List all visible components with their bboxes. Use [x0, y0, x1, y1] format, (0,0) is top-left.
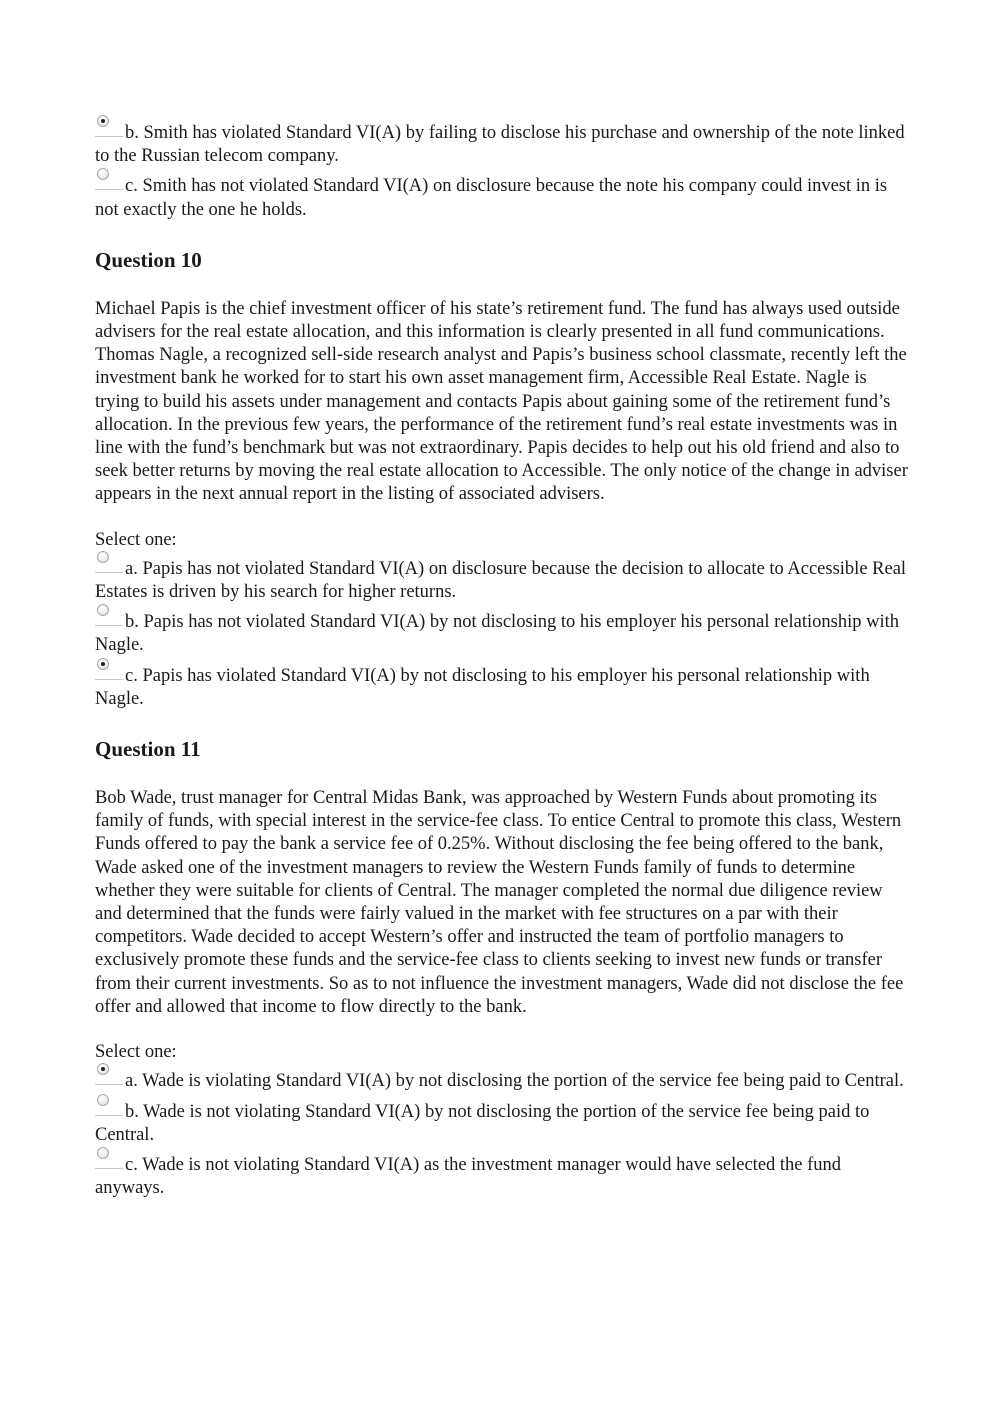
radio-button-checked[interactable] [97, 658, 109, 670]
option-label: c. Papis has violated Standard VI(A) by not disclosing to his employer his personal relationship with Nagle. [95, 665, 870, 709]
quiz-page [95, 122, 910, 1207]
option-label: c. Wade is not violating Standard VI(A) as the investment manager would have selected the fund anyways. [95, 1154, 842, 1199]
radio-button[interactable] [97, 168, 109, 180]
question-heading: Question 10 [95, 247, 202, 272]
question-text: Bob Wade, trust manager for Central Midas Bank, was approached by Western Funds about promoting its family of funds, with special interest in the service-fee class. To entice Central to promote this class, Western Funds offered to pay the bank a service fee of 0.25%. Without disclosing the fee being offered to the bank, Wade asked one of the investment managers to review the Western Funds family of funds to determine whether they were suitable for clients of Central. The manager completed the normal due diligence review and determined that the funds were fairly valued in the market with fee structures on a par with their competitors. Wade decided to accept Western’s offer and instructed the team of portfolio managers to exclusively promote these funds and the service-fee class to clients seeking to invest new funds or transfer from their current investments. So as to not influence the investment managers, Wade did not disclose the fee offer and allowed that income to flow directly to the bank. [95, 788, 904, 1017]
radio-button-checked[interactable] [97, 1063, 109, 1075]
radio-button[interactable] [97, 1147, 109, 1159]
question-11-option-b[interactable] [95, 1101, 910, 1147]
option-label: a. Papis has not violated Standard VI(A) on disclosure because the decision to allocate to Accessible Real Estates is driven by his search for higher returns. [95, 558, 907, 603]
option-label: b. Wade is not violating Standard VI(A) by not disclosing the portion of the service fee being paid to Central. [95, 1101, 870, 1145]
option-label: c. Smith has not violated Standard VI(A) on disclosure because the note his company could invest in is not exactly the one he holds. [95, 176, 888, 220]
question-10-option-a[interactable] [95, 558, 910, 604]
question-10-option-c[interactable] [95, 665, 910, 711]
question-11 [95, 737, 910, 1200]
question-11-option-a[interactable] [95, 1070, 910, 1093]
radio-button[interactable] [97, 1094, 109, 1106]
radio-button-checked[interactable] [97, 115, 109, 127]
question-heading: Question 11 [95, 737, 201, 762]
question-11-option-c[interactable] [95, 1154, 910, 1200]
radio-button[interactable] [97, 551, 109, 563]
option-label: b. Papis has not violated Standard VI(A) by not disclosing to his employer his personal relationship with Nagle. [95, 612, 899, 656]
option-label: b. Smith has violated Standard VI(A) by failing to disclose his purchase and ownership of the note linked to the Russian telecom company. [95, 123, 905, 167]
select-one-label: Select one: [95, 1042, 177, 1063]
question-10-option-b[interactable] [95, 611, 910, 657]
option-label: a. Wade is violating Standard VI(A) by not disclosing the portion of the service fee being paid to Central. [125, 1071, 904, 1092]
question-text: Michael Papis is the chief investment officer of his state’s retirement fund. The fund has always used outside advisers for the real estate allocation, and this information is clearly presented in all fund communications. Thomas Nagle, a recognized sell-side research analyst and Papis’s business school classmate, recently left the investment bank he worked for to start his own asset management firm, Accessible Real Estate. Nagle is trying to build his assets under management and contacts Papis about gaining some of the retirement fund’s allocation. In the previous few years, the performance of the retirement fund’s real estate investments was in line with the fund’s benchmark but was not extraordinary. Papis decides to help out his old friend and also to seek better returns by moving the real estate allocation to Accessible. The only notice of the change in adviser appears in the next annual report in the listing of associated advisers. [95, 298, 908, 505]
question-10 [95, 248, 910, 711]
question-9-option-b[interactable] [95, 122, 910, 168]
radio-button[interactable] [97, 604, 109, 616]
select-one-label: Select one: [95, 529, 177, 550]
question-9-options [95, 122, 910, 222]
question-9-option-c[interactable] [95, 175, 910, 221]
